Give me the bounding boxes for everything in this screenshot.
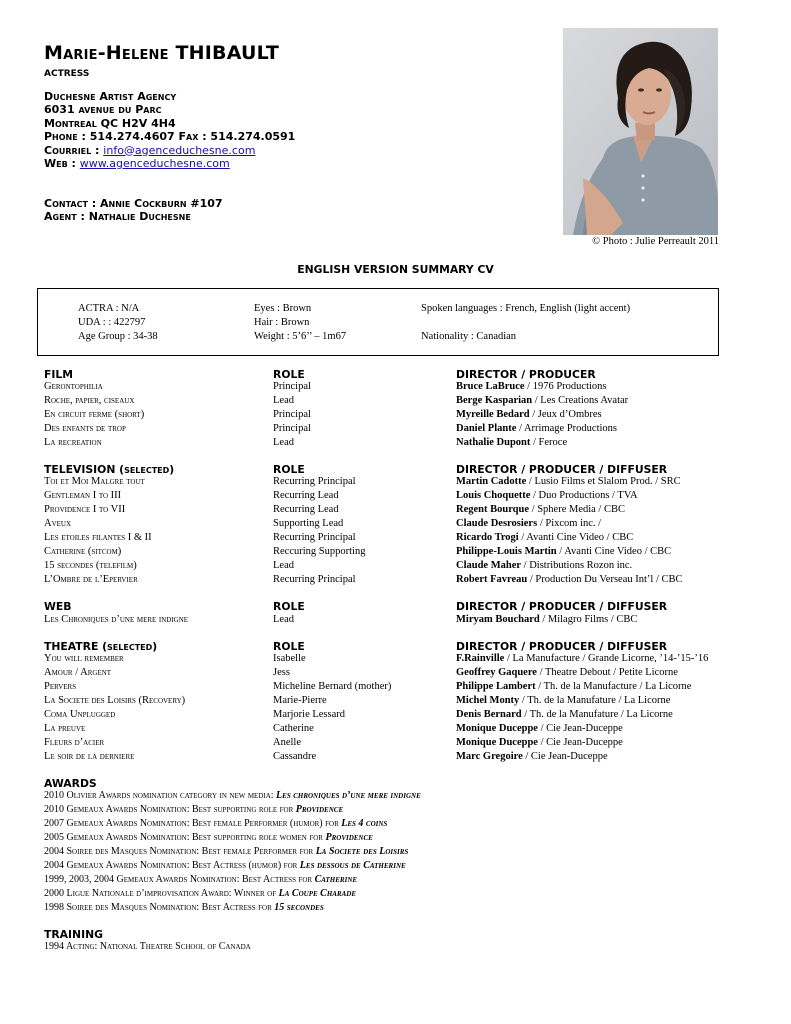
theatre-role: Jess [273, 667, 290, 678]
theatre-role: Catherine [273, 723, 314, 734]
film-credit [456, 423, 617, 434]
tv-director: Louis Choquette [456, 490, 531, 501]
tv-director: Martin Cadotte [456, 476, 527, 487]
spoken-languages: Spoken languages : French, English (light accent) [421, 303, 631, 314]
tv-role: Recurring Principal [273, 476, 356, 487]
theatre-credit [456, 653, 708, 664]
web-director: Miryam Bouchard [456, 614, 540, 625]
tv-role: Reccuring Supporting [273, 546, 366, 557]
award-item [44, 846, 408, 857]
award-item [44, 818, 387, 829]
award-text: 1998 Soiree des Masques Nomination: Best Actress for [44, 902, 275, 913]
award-text: 2010 Gemeaux Awards Nomination: Best supporting role for [44, 804, 296, 815]
film-title: La recreation [44, 437, 102, 448]
web-credit [456, 614, 637, 625]
television-role-heading: ROLE [273, 463, 305, 476]
actra-status: ACTRA : N/A [78, 303, 140, 314]
agency-web-line [44, 157, 295, 170]
theatre-role: Cassandre [273, 751, 317, 762]
film-director: Berge Kasparian [456, 395, 533, 406]
tv-title: Aveux [44, 518, 72, 529]
age-group: Age Group : 34-38 [78, 331, 158, 342]
theatre-role: Marjorie Lessard [273, 709, 346, 720]
film-role: Principal [273, 381, 311, 392]
award-text: 2004 Gemeaux Awards Nomination: Best Actress (humor) for [44, 860, 300, 871]
tv-credit [456, 476, 681, 487]
theatre-director: Monique Duceppe [456, 737, 538, 748]
theatre-producer: / Cie Jean-Duceppe [537, 737, 623, 748]
tv-role: Recurring Lead [273, 490, 339, 501]
tv-role: Recurring Lead [273, 504, 339, 515]
film-title: Gerontophilia [44, 381, 103, 392]
theatre-title: Amour / Argent [44, 667, 112, 678]
personal-info-box [37, 288, 719, 356]
training-heading: TRAINING [44, 928, 104, 941]
theatre-director: Michel Monty [456, 695, 520, 706]
theatre-producer: / Th. de la Manufacture / La Licorne [535, 681, 692, 692]
height-weight: Weight : 5’6’’ – 1m67 [254, 331, 347, 342]
award-work: 15 secondes [274, 902, 324, 913]
tv-title: Toi et Moi Malgre tout [44, 476, 145, 487]
award-text: 2007 Gemeaux Awards Nomination: Best female Performer (humor) for [44, 818, 342, 829]
tv-role: Lead [273, 560, 294, 571]
tv-producer: / Sphere Media / CBC [529, 504, 625, 515]
film-director: Daniel Plante [456, 423, 517, 434]
uda-number: UDA : : 422797 [78, 317, 146, 328]
email-label: Courriel : [44, 143, 104, 157]
theatre-title: La Societe des Loisirs (Recovery) [44, 695, 186, 706]
film-role: Lead [273, 395, 294, 406]
tv-producer: / Duo Productions / TVA [530, 490, 638, 501]
tv-producer: / Avanti Cine Video / CBC [556, 546, 672, 557]
theatre-producer: / Cie Jean-Duceppe [537, 723, 623, 734]
tv-title: Providence I to VII [44, 504, 126, 515]
web-heading: WEB [44, 600, 72, 613]
theatre-heading-text: THEATRE (selected) [44, 640, 158, 653]
theatre-credit [456, 667, 678, 678]
agent-line: Agent : Nathalie Duchesne [44, 210, 191, 224]
theatre-director: Denis Bernard [456, 709, 522, 720]
theatre-role: Anelle [273, 737, 301, 748]
web-title: Les Chroniques d’une mere indigne [44, 614, 189, 625]
award-text: 1999, 2003, 2004 Gemeaux Awards Nomination: Best Actress for [44, 874, 315, 885]
film-director: Bruce LaBruce [456, 381, 525, 392]
film-title: Roche, papier, ciseaux [44, 395, 135, 406]
film-producer: / Les Creations Avatar [532, 395, 629, 406]
tv-credit [456, 546, 671, 557]
theatre-role: Micheline Bernard (mother) [273, 681, 392, 692]
theatre-director: Philippe Lambert [456, 681, 536, 692]
contact-block [44, 197, 223, 224]
film-credit [456, 381, 607, 392]
theatre-credit [456, 681, 691, 692]
award-work: Providence [295, 804, 344, 815]
tv-director: Robert Favreau [456, 574, 528, 585]
award-item [44, 874, 357, 885]
web-producer: / Milagro Films / CBC [539, 614, 638, 625]
film-director: Myreille Bedard [456, 409, 530, 420]
web-director-heading: DIRECTOR / PRODUCER / DIFFUSER [456, 600, 668, 613]
theatre-role-heading: ROLE [273, 640, 305, 653]
tv-director: Ricardo Trogi [456, 532, 519, 543]
award-text: 2000 Ligue Nationale d’improvisation Award: Winner of [44, 888, 279, 899]
hair-color: Hair : Brown [254, 317, 310, 328]
agency-address-city: Montreal QC H2V 4H4 [44, 116, 176, 130]
theatre-producer: / La Manufacture / Grande Licorne, ’14-’15-’16 [504, 653, 709, 664]
award-item [44, 804, 343, 815]
theatre-director: Marc Gregoire [456, 751, 523, 762]
award-work: Catherine [314, 874, 358, 885]
theatre-producer: / Cie Jean-Duceppe [522, 751, 608, 762]
tv-title: 15 secondes (telefilm) [44, 560, 137, 571]
television-heading [44, 463, 174, 476]
tv-director: Claude Maher [456, 560, 522, 571]
tv-credit [456, 532, 633, 543]
theatre-producer: / Th. de la Manufature / La Licorne [521, 709, 673, 720]
theatre-role: Marie-Pierre [273, 695, 327, 706]
award-text: 2010 Olivier Awards nomination category in new media: [44, 790, 277, 801]
tv-role: Recurring Principal [273, 532, 356, 543]
film-director: Nathalie Dupont [456, 437, 531, 448]
award-text: 2005 Gemeaux Awards Nomination: Best supporting role women for [44, 832, 326, 843]
television-heading-text: TELEVISION (selected) [44, 463, 175, 476]
award-work: La Societe des Loisirs [315, 846, 409, 857]
award-item [44, 790, 421, 801]
film-role-heading: ROLE [273, 368, 305, 381]
film-title: Des enfants de trop [44, 423, 126, 434]
theatre-director: F.Rainville [456, 653, 505, 664]
award-item [44, 902, 324, 913]
theatre-director: Geoffrey Gaquere [456, 667, 537, 678]
tv-role: Supporting Lead [273, 518, 344, 529]
film-producer: / Arrimage Productions [516, 423, 617, 434]
theatre-title: Coma Unplugged [44, 709, 116, 720]
theatre-credit [456, 751, 608, 762]
web-link[interactable]: www.agenceduchesne.com [79, 157, 230, 171]
award-work: Les chroniques d’une mere indigne [276, 790, 421, 801]
tv-credit [456, 518, 601, 529]
agency-address-street: 6031 avenue du Parc [44, 103, 162, 117]
agency-email-line [44, 144, 295, 157]
theatre-credit [456, 709, 673, 720]
tv-producer: / Pixcom inc. / [537, 518, 602, 529]
award-item [44, 888, 356, 899]
film-title: En circuit ferme (short) [44, 409, 145, 420]
theatre-credit [456, 737, 623, 748]
tv-producer: / Lusio Films et Slalom Prod. / SRC [526, 476, 681, 487]
tv-credit [456, 490, 638, 501]
tv-title: Gentleman I to III [44, 490, 122, 501]
tv-credit [456, 504, 625, 515]
agency-phone-fax: Phone : 514.274.4607 Fax : 514.274.0591 [44, 130, 296, 144]
tv-director: Philippe-Louis Martin [456, 546, 557, 557]
tv-title: L’Ombre de l’Epervier [44, 574, 138, 585]
eye-color: Eyes : Brown [254, 303, 312, 314]
theatre-role: Isabelle [273, 653, 306, 664]
film-role: Lead [273, 437, 294, 448]
television-director-heading: DIRECTOR / PRODUCER / DIFFUSER [456, 463, 668, 476]
contact-line: Contact : Annie Cockburn #107 [44, 197, 223, 210]
theatre-title: La preuve [44, 723, 86, 734]
tv-producer: / Distributions Rozon inc. [521, 560, 633, 571]
theatre-heading [44, 640, 157, 653]
award-work: Providence [325, 832, 373, 843]
tv-director: Regent Bourque [456, 504, 530, 515]
web-role: Lead [273, 614, 294, 625]
film-producer: / 1976 Productions [524, 381, 607, 392]
film-director-heading: DIRECTOR / PRODUCER [456, 368, 596, 381]
tv-producer: / Production Du Verseau Int’l / CBC [527, 574, 683, 585]
email-link[interactable]: info@agenceduchesne.com [103, 143, 256, 157]
photo-credit: © Photo : Julie Perreault 2011 [592, 236, 719, 247]
agency-name: Duchesne Artist Agency [44, 90, 177, 103]
tv-credit [456, 574, 683, 585]
actor-profession: actress [44, 64, 90, 79]
actor-name: Marie-Helene THIBAULT [44, 42, 279, 64]
awards-heading: AWARDS [44, 777, 97, 790]
theatre-credit [456, 695, 670, 706]
nationality: Nationality : Canadian [421, 331, 517, 342]
film-heading: FILM [44, 368, 74, 381]
award-work: Les dessous de Catherine [299, 860, 406, 871]
theatre-title: Le soir de la derniere [44, 751, 135, 762]
award-item [44, 832, 373, 843]
tv-credit [456, 560, 632, 571]
film-producer: / Jeux d’Ombres [529, 409, 602, 420]
theatre-producer: / Th. de la Manufature / La Licorne [519, 695, 671, 706]
theatre-title: Pervers [44, 681, 77, 692]
award-text: 2004 Soiree des Masques Nomination: Best female Performer for [44, 846, 316, 857]
summary-title: ENGLISH VERSION SUMMARY CV [297, 263, 494, 276]
web-label: Web : [44, 157, 80, 171]
theatre-producer: / Theatre Debout / Petite Licorne [536, 667, 678, 678]
tv-producer: / Avanti Cine Video / CBC [518, 532, 634, 543]
award-work: La Coupe Charade [278, 888, 356, 899]
tv-director: Claude Desrosiers [456, 518, 538, 529]
theatre-director-heading: DIRECTOR / PRODUCER / DIFFUSER [456, 640, 668, 653]
film-role: Principal [273, 423, 311, 434]
headshot-photo [563, 28, 718, 235]
tv-role: Recurring Principal [273, 574, 356, 585]
theatre-title: You will remember [44, 653, 124, 664]
film-producer: / Feroce [530, 437, 568, 448]
film-role: Principal [273, 409, 311, 420]
film-credit [456, 409, 602, 420]
theatre-title: Fleurs d’acier [44, 737, 105, 748]
award-work: Les 4 coins [341, 818, 388, 829]
film-credit [456, 395, 628, 406]
award-item [44, 860, 406, 871]
web-role-heading: ROLE [273, 600, 305, 613]
agency-block [44, 90, 295, 170]
tv-title: Les etoiles filantes I & II [44, 532, 152, 543]
training-item: 1994 Acting: National Theatre School of Canada [44, 941, 251, 952]
theatre-credit [456, 723, 623, 734]
film-credit [456, 437, 567, 448]
theatre-director: Monique Duceppe [456, 723, 538, 734]
tv-title: Catherine (sitcom) [44, 546, 122, 557]
